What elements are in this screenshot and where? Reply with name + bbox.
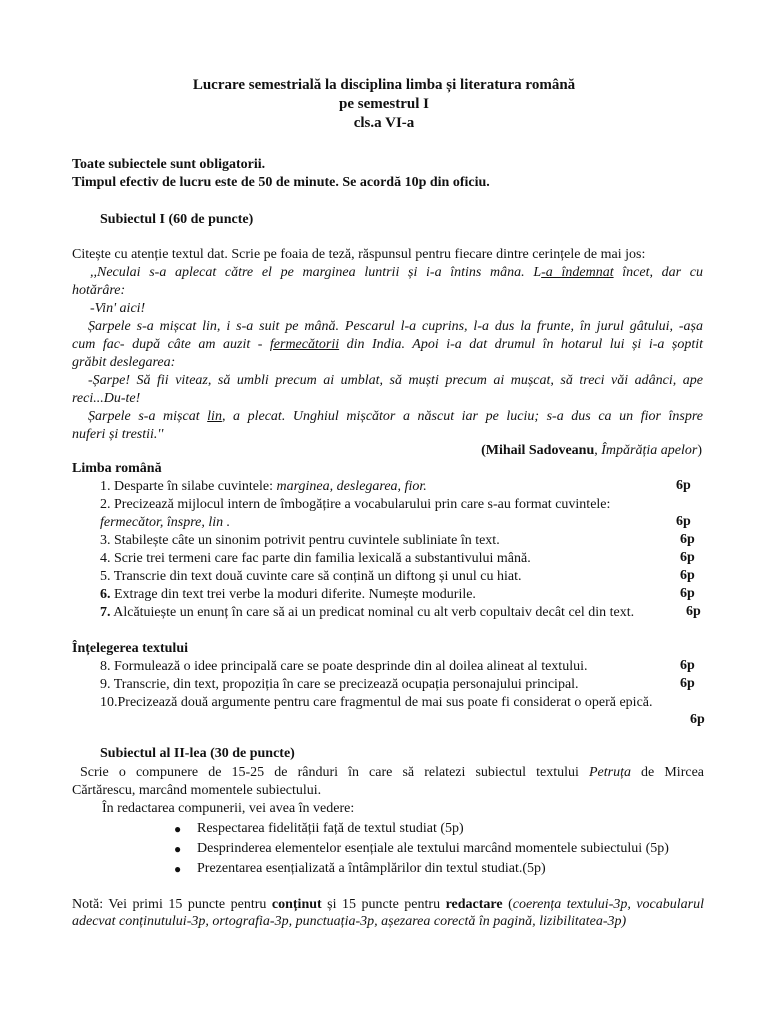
note-line-1: Notă: Vei primi 15 puncte pentru conținut și 15 puncte pentru redactare (coerența textului-3p, vocabularul [72,897,704,912]
text-line-10: nuferi și trestii.'' [72,427,164,442]
text-line-2: hotărâre: [72,283,126,298]
underlined-word-lin: lin [207,409,222,424]
text-line-1: ,,Neculai s-a aplecat către el pe marginea luntrii și i-a întins mâna. L-a îndemnat încet, dar cu [90,265,704,280]
text-line-8: reci...Du-te! [72,391,141,406]
bullet-icon: ● [174,862,182,876]
question-6: 6. Extrage din text trei verbe la moduri diferite. Numește modurile. [100,587,476,602]
subject-2-bullet-2: Desprinderea elementelor esențiale ale textului marcând momentele subiectului (5p) [197,841,669,856]
points-q1: 6p [676,478,691,493]
question-5: 5. Transcrie din text două cuvinte care să conțină un diftong și unul cu hiat. [100,569,522,584]
subject-2-bullet-3: Prezentarea esențializată a întâmplărilor din textul studiat.(5p) [197,861,546,876]
points-q6: 6p [680,586,695,601]
title-line-2: pe semestrul I [339,96,429,112]
text-line-7: -Șarpe! Să fii viteaz, să umbli precum ai umblat, să muști precum ai mușcat, să treci văi adânci, ape [88,373,703,388]
points-q9: 6p [680,676,695,691]
subject-2-line-3: În redactarea compunerii, vei avea în vedere: [102,801,355,816]
text-line-9: Șarpele s-a mișcat lin, a plecat. Unghiul mișcător a născut iar pe luciu; s-a dus ca un fior înspre [88,409,703,424]
question-3: 3. Stabilește câte un sinonim potrivit pentru cuvintele subliniate în text. [100,533,500,548]
subject-1-intro: Citește cu atenție textul dat. Scrie pe foaia de teză, răspunsul pentru fiecare dintre cerințele de mai jos: [72,247,646,262]
points-q2: 6p [676,514,691,529]
question-2-words: fermecător, înspre, lin . [100,515,231,530]
question-10: 10.Precizează două argumente pentru care fragmentul de mai sus poate fi considerat o operă epică. [100,695,653,710]
points-q10: 6p [690,712,705,727]
subject-2-line-2: Cărtărescu, marcând momentele subiectului. [72,783,322,798]
question-8: 8. Formulează o idee principală care se poate desprinde din al doilea alineat al textului. [100,659,588,674]
subject-2-heading: Subiectul al II-lea (30 de puncte) [100,746,295,761]
section-limba-romana: Limba română [72,461,162,476]
instruction-mandatory: Toate subiectele sunt obligatorii. [72,157,266,172]
underlined-word-fermecatorii: fermecătorii [269,337,340,352]
text-line-6: grăbit deslegarea: [72,355,176,370]
points-q7: 6p [686,604,701,619]
text-source: (Mihail Sadoveanu, Împărăția apelor) [481,443,702,458]
points-q3: 6p [680,532,695,547]
title-line-1: Lucrare semestrială la disciplina limba și literatura română [192,77,576,93]
points-q8: 6p [680,658,695,673]
section-intelegerea-textului: Înțelegerea textului [72,641,188,656]
points-q5: 6p [680,568,695,583]
subject-2-bullet-1: Respectarea fidelității față de textul studiat (5p) [197,821,464,836]
underlined-word-indemnat: -a îndemnat [541,265,614,280]
question-9: 9. Transcrie, din text, propoziția în care se precizează ocupația personajului principal. [100,677,579,692]
note-line-2: adecvat conținutului-3p, ortografia-3p, punctuația-3p, așezarea corectă în pagină, lizibilitatea-3p) [72,914,627,929]
points-q4: 6p [680,550,695,565]
title-line-3: cls.a VI-a [353,115,415,131]
text-line-5: cum fac- după câte am auzit - fermecătorii din India. Apoi i-a dat drumul în hotarul lui și i-a șoptit [72,337,703,352]
question-1: 1. Desparte în silabe cuvintele: marginea, deslegarea, fior. [100,479,427,494]
subject-1-heading: Subiectul I (60 de puncte) [100,212,254,227]
question-7: 7. Alcătuiește un enunț în care să ai un predicat nominal cu alt verb copultaiv decât cel din text. [100,605,635,620]
bullet-icon: ● [174,842,182,856]
text-line-4: Șarpele s-a mișcat lin, i s-a suit pe mână. Pescarul l-a cuprins, l-a dus la frunte, în jurul gâtului, -așa [88,319,703,334]
question-4: 4. Scrie trei termeni care fac parte din familia lexicală a substantivului mână. [100,551,531,566]
instruction-time: Timpul efectiv de lucru este de 50 de minute. Se acordă 10p din oficiu. [72,175,490,190]
subject-2-line-1: Scrie o compunere de 15-25 de rânduri în care să relatezi subiectul textului Petruța de Mircea [80,765,704,780]
bullet-icon: ● [174,822,182,836]
text-line-3: -Vin' aici! [90,301,146,316]
question-2: 2. Precizează mijlocul intern de îmbogățire a vocabularului prin care s-au format cuvintele: [100,497,611,512]
